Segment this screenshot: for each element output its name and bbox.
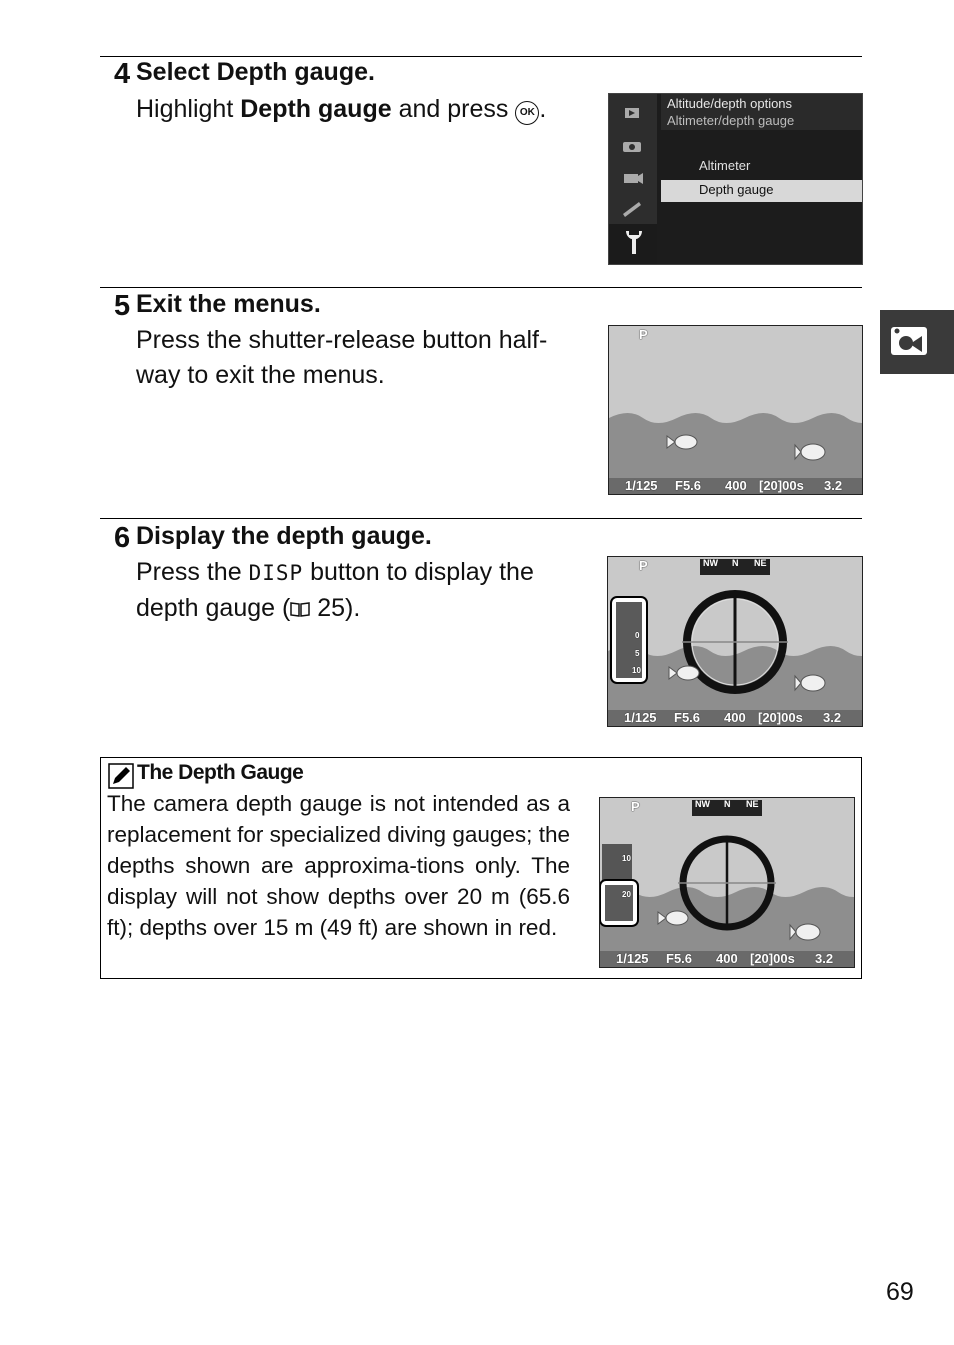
step-6-title: Display the depth gauge.: [136, 522, 432, 550]
lcd-compass-ne: NE: [746, 799, 759, 809]
lcd-screen-shooting: [608, 325, 863, 495]
depth-tick: 10: [632, 666, 641, 675]
retouch-icon: [623, 202, 641, 217]
step-4-title: Select Depth gauge.: [136, 58, 375, 86]
step-4-body: Highlight Depth gauge and press OK .: [136, 95, 547, 123]
lcd-ev: 3.2: [815, 951, 834, 966]
depth-tick: 5: [635, 649, 640, 658]
lcd-ev: 3.2: [824, 478, 843, 493]
depth-tick: 20: [622, 890, 631, 899]
ok-button-icon: OK: [515, 101, 539, 125]
lcd-screen-depth-note: [599, 797, 855, 968]
step-5-title: Exit the menus.: [136, 290, 321, 318]
still-camera-icon: [623, 142, 641, 152]
page-number: 69: [886, 1278, 914, 1306]
lcd-mode: P: [639, 558, 648, 573]
lcd-frames: [20]00s: [750, 951, 795, 966]
section-tab: [880, 310, 954, 374]
lcd-aperture: F5.6: [675, 478, 702, 493]
book-icon: [290, 601, 310, 617]
lcd-aperture: F5.6: [674, 710, 701, 725]
lcd-compass-n: N: [732, 558, 739, 568]
movie-icon: [624, 173, 643, 184]
step-6-number: 6: [114, 522, 130, 554]
depth-tick: 0: [635, 631, 640, 640]
lcd-mode: P: [639, 327, 648, 342]
lcd-compass-nw: NW: [695, 799, 710, 809]
step-6-rule: [100, 518, 862, 519]
menu-screenshot: [608, 93, 863, 265]
playback-icon: [625, 108, 639, 118]
step-6-body: Press the DISP button to display the depth gauge ( 25).: [136, 558, 534, 622]
note-title: The Depth Gauge: [137, 761, 304, 784]
lcd-compass-nw: NW: [703, 558, 718, 568]
note-box: [100, 757, 862, 979]
lcd-screen-depth: [607, 556, 863, 727]
lcd-compass-n: N: [724, 799, 731, 809]
menu-item-depth-gauge[interactable]: Depth gauge: [699, 182, 774, 197]
note-body: The camera depth gauge is not intended as a replacement for specialized diving gauges; the depths shown are approxima-tions only. The display will not show depths over 20 m (65.6 ft); depths over 15 m (49 ft) are shown in red.: [107, 791, 570, 940]
depth-tick: 10: [622, 854, 631, 863]
menu-subtitle: Altimeter/depth gauge: [667, 113, 795, 128]
step-5-number: 5: [114, 290, 130, 322]
lcd-mode: P: [631, 799, 640, 814]
pencil-icon: [108, 763, 134, 789]
lcd-aperture: F5.6: [666, 951, 693, 966]
lcd-compass-ne: NE: [754, 558, 767, 568]
lcd-shutter: 1/125: [616, 951, 649, 966]
step-5-body: Press the shutter-release button half- way to exit the menus.: [136, 326, 548, 389]
step-5-rule: [100, 287, 862, 288]
lcd-shutter: 1/125: [625, 478, 658, 493]
lcd-frames: [20]00s: [758, 710, 803, 725]
step-4-rule: [100, 56, 862, 57]
lcd-iso: 400: [724, 710, 746, 725]
underwater-camera-icon: [880, 310, 954, 374]
menu-title: Altitude/depth options: [667, 96, 793, 111]
lcd-frames: [20]00s: [759, 478, 804, 493]
lcd-ev: 3.2: [823, 710, 842, 725]
lcd-iso: 400: [725, 478, 747, 493]
lcd-shutter: 1/125: [624, 710, 657, 725]
lcd-iso: 400: [716, 951, 738, 966]
menu-item-altimeter[interactable]: Altimeter: [699, 158, 751, 173]
disp-button-label: DISP: [248, 561, 304, 585]
step-4-number: 4: [114, 58, 130, 90]
